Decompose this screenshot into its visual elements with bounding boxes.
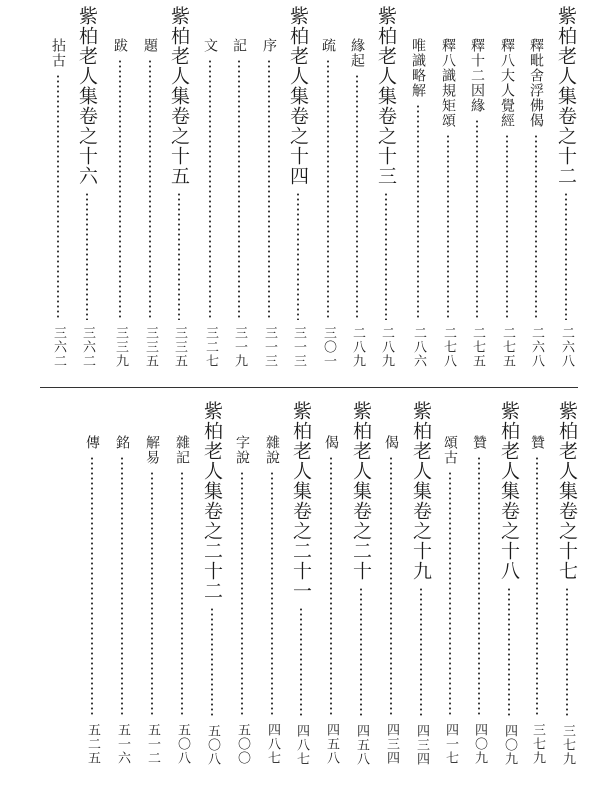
- entry-label: 雜說: [264, 435, 280, 465]
- volume-title: 紫柏老人集卷之二十二: [201, 401, 223, 601]
- entry-label: 緣起: [349, 38, 365, 68]
- dot-leader: [181, 471, 183, 717]
- dot-leader: [268, 59, 270, 320]
- dot-leader: [300, 607, 302, 718]
- page-number: 三七九: [530, 723, 545, 765]
- page-number: 二六八: [559, 326, 574, 368]
- page-number: 四三四: [384, 723, 399, 765]
- toc-entry-column: [433, 38, 463, 368]
- toc-entry-column: [195, 38, 225, 368]
- page-number: 三二七: [203, 326, 218, 368]
- dot-leader: [151, 471, 153, 717]
- toc-entry-column: [464, 435, 494, 765]
- toc-entry-column: [137, 435, 167, 765]
- toc-entry-column: [167, 435, 197, 765]
- dot-leader: [149, 59, 151, 320]
- dot-leader: [447, 134, 449, 320]
- volume-title-column: [406, 401, 436, 766]
- toc-entry-column: [77, 435, 107, 765]
- page-number: 四一七: [443, 723, 458, 765]
- volume-title-column: [197, 401, 227, 766]
- page-number: 二七五: [470, 326, 485, 368]
- entry-label: 唯識略解: [410, 38, 426, 98]
- entry-label: 解易: [144, 435, 160, 465]
- entry-label: 字說: [234, 435, 250, 465]
- entry-label: 記: [231, 38, 247, 53]
- volume-title-column: [283, 6, 313, 368]
- page-number: 五一六: [115, 723, 130, 765]
- entry-label: 贊: [471, 435, 487, 450]
- volume-title-column: [286, 401, 316, 766]
- entry-label: 偈: [323, 435, 339, 450]
- dot-leader: [121, 456, 123, 717]
- entry-label: 釋八識規矩頌: [440, 38, 456, 128]
- entry-label: 釋八大人覺經: [499, 38, 515, 128]
- page-number: 四五八: [324, 723, 339, 765]
- dot-leader: [238, 59, 240, 320]
- entry-label: 雜記: [174, 435, 190, 465]
- page-number: 二七八: [441, 326, 456, 368]
- dot-leader: [476, 119, 478, 320]
- dot-leader: [390, 456, 392, 717]
- entry-label: 疏: [320, 38, 336, 53]
- page-number: 三〇一: [321, 326, 336, 368]
- dot-leader: [241, 471, 243, 717]
- volume-title: 紫柏老人集卷之十五: [168, 6, 190, 186]
- page-number: 三一三: [291, 326, 306, 368]
- toc-entry-column: [135, 38, 165, 368]
- toc-entry-column: [107, 435, 137, 765]
- dot-leader: [178, 192, 180, 320]
- page-number: 三三五: [143, 326, 158, 368]
- volume-title: 紫柏老人集卷之二十一: [290, 401, 312, 601]
- page-number: 五一二: [145, 723, 160, 765]
- dot-leader: [209, 59, 211, 320]
- dot-leader: [57, 74, 59, 320]
- entry-label: 偈: [383, 435, 399, 450]
- dot-leader: [449, 471, 451, 717]
- page-number: 二七五: [500, 326, 515, 368]
- entry-label: 文: [202, 38, 218, 53]
- page-number: 二六八: [529, 326, 544, 368]
- volume-title: 紫柏老人集卷之十九: [410, 401, 432, 581]
- page-number: 四五八: [354, 724, 369, 766]
- page-number: 五〇八: [205, 724, 220, 766]
- page-number: 五〇八: [175, 723, 190, 765]
- dot-leader: [356, 74, 358, 320]
- volume-title-column: [346, 401, 376, 766]
- volume-title-column: [494, 401, 524, 766]
- dot-leader: [478, 456, 480, 717]
- toc-entry-column: [316, 435, 346, 765]
- toc-entry-column: [462, 38, 492, 368]
- page-number: 二八九: [350, 326, 365, 368]
- volume-title-column: [552, 401, 582, 766]
- page-number: 三六二: [80, 326, 95, 368]
- toc-entry-column: [105, 38, 135, 368]
- dot-leader: [566, 587, 568, 718]
- entry-label: 傳: [84, 435, 100, 450]
- dot-leader: [506, 134, 508, 320]
- toc-entry-column: [492, 38, 522, 368]
- toc-entry-column: [342, 38, 372, 368]
- dot-leader: [535, 134, 537, 320]
- toc-entry-column: [435, 435, 465, 765]
- dot-leader: [536, 456, 538, 717]
- dot-leader: [385, 192, 387, 320]
- dot-leader: [327, 59, 329, 320]
- volume-title: 紫柏老人集卷之十三: [375, 6, 397, 186]
- dot-leader: [119, 59, 121, 320]
- dot-leader: [360, 587, 362, 718]
- volume-title-column: [371, 6, 401, 368]
- volume-title: 紫柏老人集卷之十六: [76, 6, 98, 186]
- page-number: 三一三: [262, 326, 277, 368]
- page-number: 四〇九: [472, 723, 487, 765]
- entry-label: 頌古: [442, 435, 458, 465]
- entry-label: 序: [261, 38, 277, 53]
- entry-label: 贊: [529, 435, 545, 450]
- page-number: 五二五: [85, 723, 100, 765]
- toc-lower-half: [0, 395, 600, 800]
- entry-label: 釋十二因緣: [469, 38, 485, 113]
- entry-label: 題: [142, 38, 158, 53]
- page-number: 四〇九: [502, 724, 517, 766]
- page-number: 三一九: [232, 326, 247, 368]
- toc-entry-column: [376, 435, 406, 765]
- page-number: 三三九: [113, 326, 128, 368]
- volume-title-column: [72, 6, 102, 368]
- toc-entry-column: [522, 435, 552, 765]
- page-number: 二八九: [379, 326, 394, 368]
- entry-label: 跋: [112, 38, 128, 53]
- dot-leader: [565, 192, 567, 320]
- toc-entry-column: [257, 435, 287, 765]
- toc-upper-half: [0, 0, 600, 382]
- toc-entry-column: [254, 38, 284, 368]
- page-number: 三三五: [172, 326, 187, 368]
- page-number: 三六二: [51, 326, 66, 368]
- page-number: 四八七: [294, 724, 309, 766]
- dot-leader: [297, 192, 299, 320]
- toc-entry-column: [43, 38, 73, 368]
- dot-leader: [211, 607, 213, 718]
- entry-label: 釋毗舍浮佛偈: [528, 38, 544, 128]
- dot-leader: [417, 104, 419, 320]
- page-number: 二八六: [411, 326, 426, 368]
- toc-entry-column: [224, 38, 254, 368]
- dot-leader: [86, 192, 88, 320]
- volume-title-column: [551, 6, 581, 368]
- volume-title-column: [164, 6, 194, 368]
- dot-leader: [330, 456, 332, 717]
- volume-title: 紫柏老人集卷之十四: [287, 6, 309, 186]
- volume-title: 紫柏老人集卷之十八: [498, 401, 520, 581]
- dot-leader: [420, 587, 422, 718]
- page-number: 四八七: [265, 723, 280, 765]
- page-number: 五〇〇: [235, 723, 250, 765]
- page-number: 四三四: [414, 724, 429, 766]
- dot-leader: [91, 456, 93, 717]
- toc-entry-column: [521, 38, 551, 368]
- volume-title: 紫柏老人集卷之十二: [555, 6, 577, 186]
- toc-entry-column: [313, 38, 343, 368]
- toc-entry-column: [227, 435, 257, 765]
- dot-leader: [508, 587, 510, 718]
- section-divider: [40, 387, 578, 388]
- toc-entry-column: [403, 38, 433, 368]
- dot-leader: [271, 471, 273, 717]
- page-number: 三七九: [560, 724, 575, 766]
- volume-title: 紫柏老人集卷之十七: [556, 401, 578, 581]
- entry-label: 銘: [114, 435, 130, 450]
- volume-title: 紫柏老人集卷之二十: [350, 401, 372, 581]
- entry-label: 拈古: [50, 38, 66, 68]
